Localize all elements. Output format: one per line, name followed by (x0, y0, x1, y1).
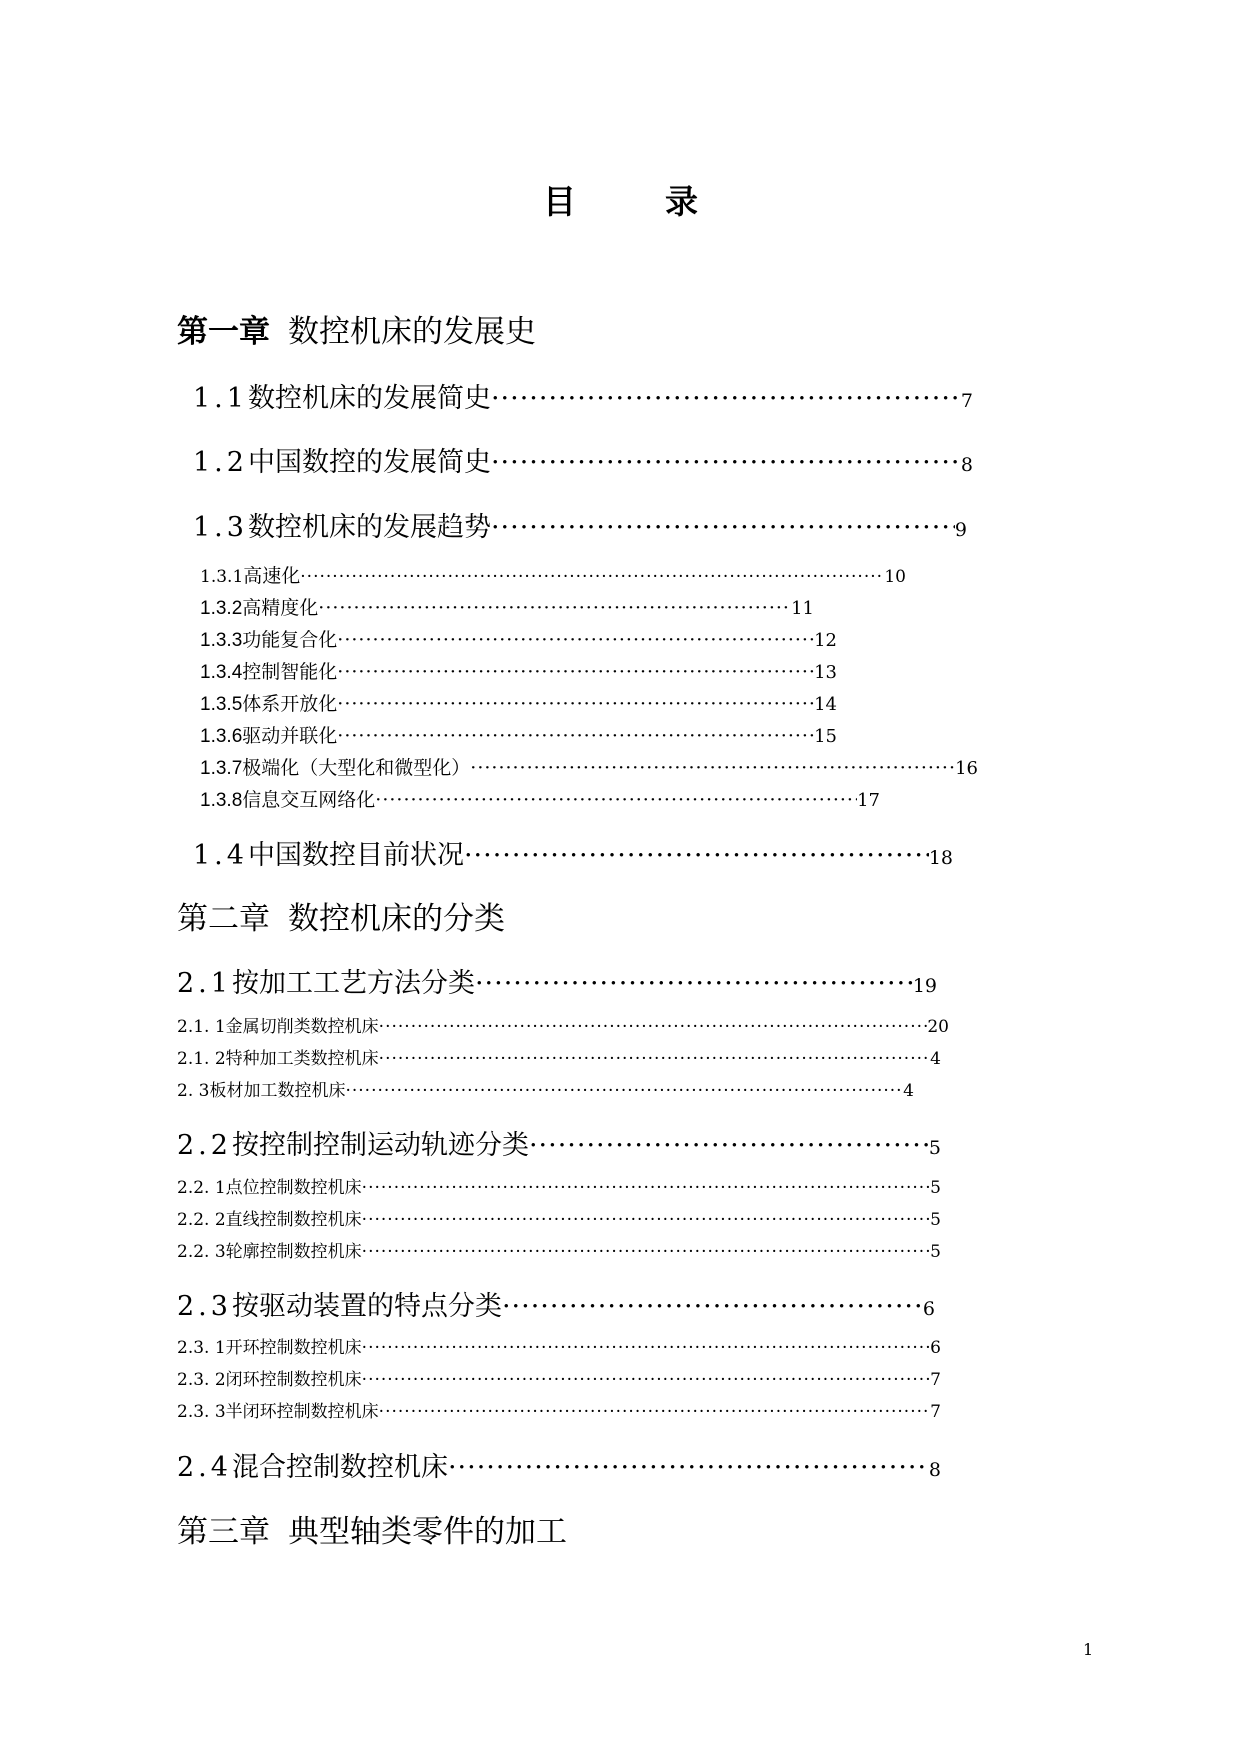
leader-dots (491, 512, 955, 543)
entry-number: 2.3. 1 (177, 1338, 226, 1358)
entry-number: 1.3.8 (200, 790, 243, 811)
entry-number: 1.3.6 (200, 726, 243, 747)
entry-page: 6 (930, 1338, 941, 1358)
leader-dots (475, 968, 913, 999)
entry-page: 14 (814, 694, 837, 715)
leader-dots (491, 383, 961, 414)
entry-number: 1.3.5 (200, 694, 243, 715)
entry-title: 点位控制数控机床 (225, 1178, 362, 1198)
entry-number: 2.3. 3 (177, 1402, 226, 1422)
entry-page: 10 (884, 567, 906, 587)
entry-page: 8 (960, 454, 973, 476)
chapter-title: 典型轴类零件的加工 (288, 1514, 567, 1550)
entry-title: 板材加工数控机床 (209, 1081, 346, 1101)
toc-entry-1-3-5[interactable] (200, 689, 837, 715)
entry-title: 信息交互网络化 (242, 789, 376, 811)
entry-number: 2.3. 2 (177, 1370, 226, 1390)
toc-entry-1-3[interactable] (193, 505, 967, 541)
entry-title: 极端化（大型化和微型化） (242, 757, 471, 779)
entry-number: 2.1 (177, 968, 232, 999)
entry-page: 5 (930, 1242, 941, 1262)
entry-page: 11 (791, 598, 814, 619)
entry-page: 7 (930, 1402, 941, 1422)
toc-entry-2-2-2[interactable] (177, 1205, 941, 1231)
entry-title: 功能复合化 (242, 629, 338, 651)
chapter-title: 数控机床的发展史 (288, 314, 536, 350)
entry-number: 2.2 (177, 1130, 232, 1161)
chapter-2-heading[interactable] (177, 893, 505, 938)
entry-title: 按加工工艺方法分类 (231, 968, 475, 999)
entry-title: 混合控制数控机床 (231, 1452, 448, 1483)
entry-title: 数控机床的发展趋势 (247, 512, 491, 543)
leader-dots (375, 789, 857, 811)
chapter-1-heading[interactable] (177, 306, 536, 351)
entry-title: 按驱动装置的特点分类 (231, 1291, 502, 1322)
entry-title: 闭环控制数控机床 (225, 1370, 362, 1390)
entry-title: 中国数控的发展简史 (247, 447, 491, 478)
entry-number: 2.2. 2 (177, 1210, 226, 1230)
entry-page: 12 (814, 630, 837, 651)
toc-entry-2-4[interactable] (177, 1445, 941, 1481)
entry-page: 7 (960, 390, 973, 412)
toc-entry-2-2-1[interactable] (177, 1173, 941, 1199)
leader-dots (345, 1081, 903, 1101)
leader-dots (379, 1017, 928, 1037)
leader-dots (362, 1210, 931, 1230)
entry-title: 半闭环控制数控机床 (225, 1402, 379, 1422)
chapter-number: 第一章 (177, 314, 270, 350)
entry-number: 2.4 (177, 1452, 232, 1483)
leader-dots (337, 725, 814, 747)
leader-dots (470, 757, 955, 779)
entry-title: 控制智能化 (242, 661, 338, 683)
entry-title: 高速化 (243, 565, 301, 587)
chapter-3-heading[interactable] (177, 1506, 567, 1551)
leader-dots (379, 1402, 931, 1422)
entry-title: 轮廓控制数控机床 (225, 1242, 362, 1262)
toc-entry-2-1-3[interactable] (177, 1076, 914, 1102)
entry-number: 2.1. 1 (177, 1017, 226, 1037)
entry-title: 数控机床的发展简史 (247, 383, 491, 414)
leader-dots (362, 1370, 931, 1390)
entry-title: 驱动并联化 (242, 725, 338, 747)
leader-dots (529, 1130, 929, 1161)
toc-entry-1-2[interactable] (193, 440, 973, 476)
chapter-number: 第三章 (177, 1514, 270, 1550)
leader-dots (318, 597, 791, 619)
entry-title: 中国数控目前状况 (247, 840, 464, 871)
entry-number: 1.3.1 (200, 567, 244, 587)
toc-entry-1-3-1[interactable] (200, 561, 906, 587)
entry-number: 1.4 (193, 840, 248, 871)
toc-entry-2-1[interactable] (177, 961, 937, 997)
entry-page: 18 (928, 847, 953, 869)
toc-entry-1-3-7[interactable] (200, 753, 978, 779)
entry-page: 8 (928, 1459, 941, 1481)
entry-title: 开环控制数控机床 (225, 1338, 362, 1358)
leader-dots (337, 661, 814, 683)
entry-page: 15 (814, 726, 837, 747)
entry-page: 19 (912, 975, 937, 997)
toc-title: 目 录 (543, 182, 726, 221)
entry-page: 16 (955, 758, 978, 779)
leader-dots (337, 629, 814, 651)
toc-entry-1-3-8[interactable] (200, 785, 880, 811)
leader-dots (362, 1178, 931, 1198)
toc-entry-1-3-6[interactable] (200, 721, 837, 747)
toc-entry-2-3-1[interactable] (177, 1333, 941, 1359)
entry-title: 金属切削类数控机床 (225, 1017, 379, 1037)
entry-page: 4 (903, 1081, 914, 1101)
entry-page: 17 (857, 790, 880, 811)
entry-title: 直线控制数控机床 (225, 1210, 362, 1230)
toc-entry-2-1-1[interactable] (177, 1012, 949, 1038)
entry-page: 13 (814, 662, 837, 683)
entry-page: 5 (930, 1210, 941, 1230)
toc-entry-1-4[interactable] (193, 833, 953, 869)
entry-title: 特种加工类数控机床 (225, 1049, 379, 1069)
entry-number: 1.3 (193, 512, 248, 543)
toc-entry-2-3[interactable] (177, 1284, 935, 1320)
toc-entry-2-3-2[interactable] (177, 1365, 941, 1391)
toc-entry-1-3-4[interactable] (200, 657, 837, 683)
entry-title: 体系开放化 (242, 693, 338, 715)
entry-title: 高精度化 (242, 597, 319, 619)
leader-dots (300, 567, 884, 587)
toc-entry-1-3-2[interactable] (200, 593, 814, 619)
leader-dots (464, 840, 929, 871)
leader-dots (491, 447, 961, 478)
entry-number: 1.1 (193, 383, 248, 414)
toc-entry-1-1[interactable] (193, 376, 973, 412)
leader-dots (362, 1242, 931, 1262)
entry-page: 20 (927, 1017, 949, 1037)
entry-number: 2.2. 1 (177, 1178, 226, 1198)
entry-number: 1.3.4 (200, 662, 243, 683)
entry-page: 6 (922, 1298, 935, 1320)
leader-dots (337, 693, 814, 715)
chapter-title: 数控机床的分类 (288, 901, 505, 937)
leader-dots (448, 1452, 929, 1483)
entry-number: 2. 3 (177, 1081, 210, 1101)
toc-entry-2-2[interactable] (177, 1123, 941, 1159)
entry-number: 2.2. 3 (177, 1242, 226, 1262)
entry-number: 2.1. 2 (177, 1049, 226, 1069)
entry-number: 1.3.3 (200, 630, 243, 651)
entry-page: 5 (930, 1178, 941, 1198)
page-number: 1 (1083, 1640, 1094, 1659)
entry-number: 1.2 (193, 447, 248, 478)
chapter-number: 第二章 (177, 901, 270, 937)
toc-entry-2-3-3[interactable] (177, 1397, 941, 1423)
entry-title: 按控制控制运动轨迹分类 (231, 1130, 529, 1161)
leader-dots (362, 1338, 931, 1358)
leader-dots (379, 1049, 931, 1069)
entry-page: 5 (928, 1137, 941, 1159)
toc-entry-2-1-2[interactable] (177, 1044, 941, 1070)
entry-page: 9 (954, 519, 967, 541)
toc-entry-2-2-3[interactable] (177, 1237, 941, 1263)
entry-number: 1.3.2 (200, 598, 243, 619)
toc-entry-1-3-3[interactable] (200, 625, 837, 651)
entry-number: 1.3.7 (200, 758, 243, 779)
entry-page: 7 (930, 1370, 941, 1390)
entry-number: 2.3 (177, 1291, 232, 1322)
entry-page: 4 (930, 1049, 941, 1069)
leader-dots (502, 1291, 923, 1322)
